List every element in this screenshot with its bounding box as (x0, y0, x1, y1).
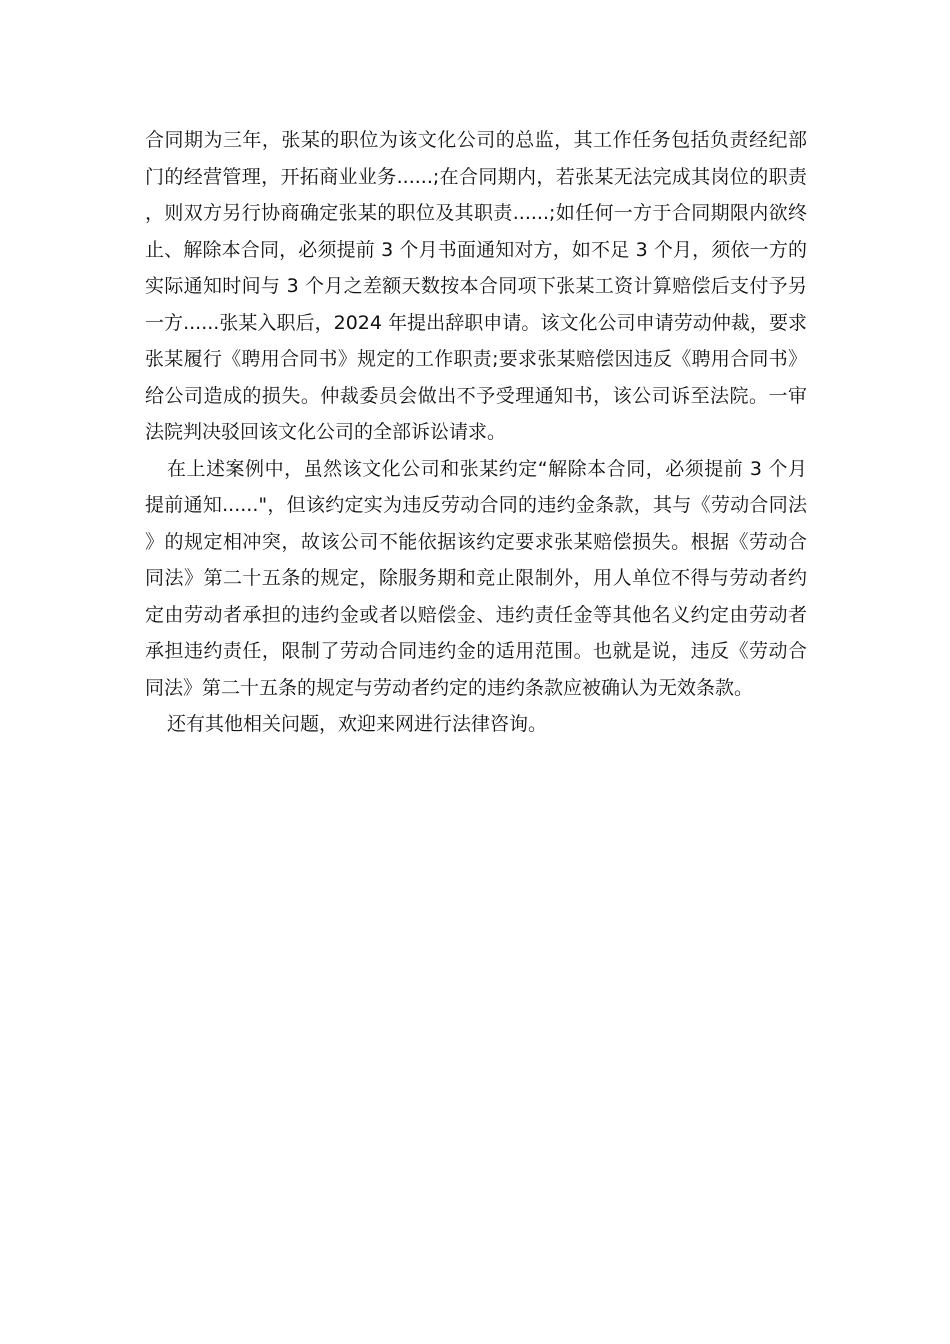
document-body (145, 122, 807, 743)
paragraph-closing: 还有其他相关问题，欢迎来网进行法律咨询。 (167, 713, 548, 735)
paragraph-analysis: 在上述案例中，虽然该文化公司和张某约定“解除本合同，必须提前 3 个月提前通知......"，但该约定实为违反劳动合同的违约金条款，其与《劳动合同法》的规定相冲突，故该公司不能依据该约定要求张某赔偿损失。根据《劳动合同法》第二十五条的规定，除服务期和竞止限制外，用人单位不得与劳动者约定由劳动者承担的违约金或者以赔偿金、违约责任金等其他名义约定由劳动者承担违约责任，限制了劳动合同违约金的适用范围。也就是说，违反《劳动合同法》第二十五条的规定与劳动者约定的违约条款应被确认为无效条款。 (145, 457, 807, 699)
paragraph-case-facts: 合同期为三年，张某的职位为该文化公司的总监，其工作任务包括负责经纪部门的经营管理，开拓商业业务......;在合同期内，若张某无法完成其岗位的职责，则双方另行协商确定张某的职位及其职责......;如任何一方于合同期限内欲终止、解除本合同，必须提前 3 个月书面通知对方，如不足 3 个月，须依一方的实际通知时间与 3 个月之差额天数按本合同项下张某工资计算赔偿后支付予另一方......张某入职后，2024 年提出辞职申请。该文化公司申请劳动仲裁，要求张某履行《聘用合同书》规定的工作职责;要求张某赔偿因违反《聘用合同书》给公司造成的损失。仲裁委员会做出不予受理通知书，该公司诉至法院。一审法院判决驳回该文化公司的全部诉讼请求。 (145, 129, 807, 443)
